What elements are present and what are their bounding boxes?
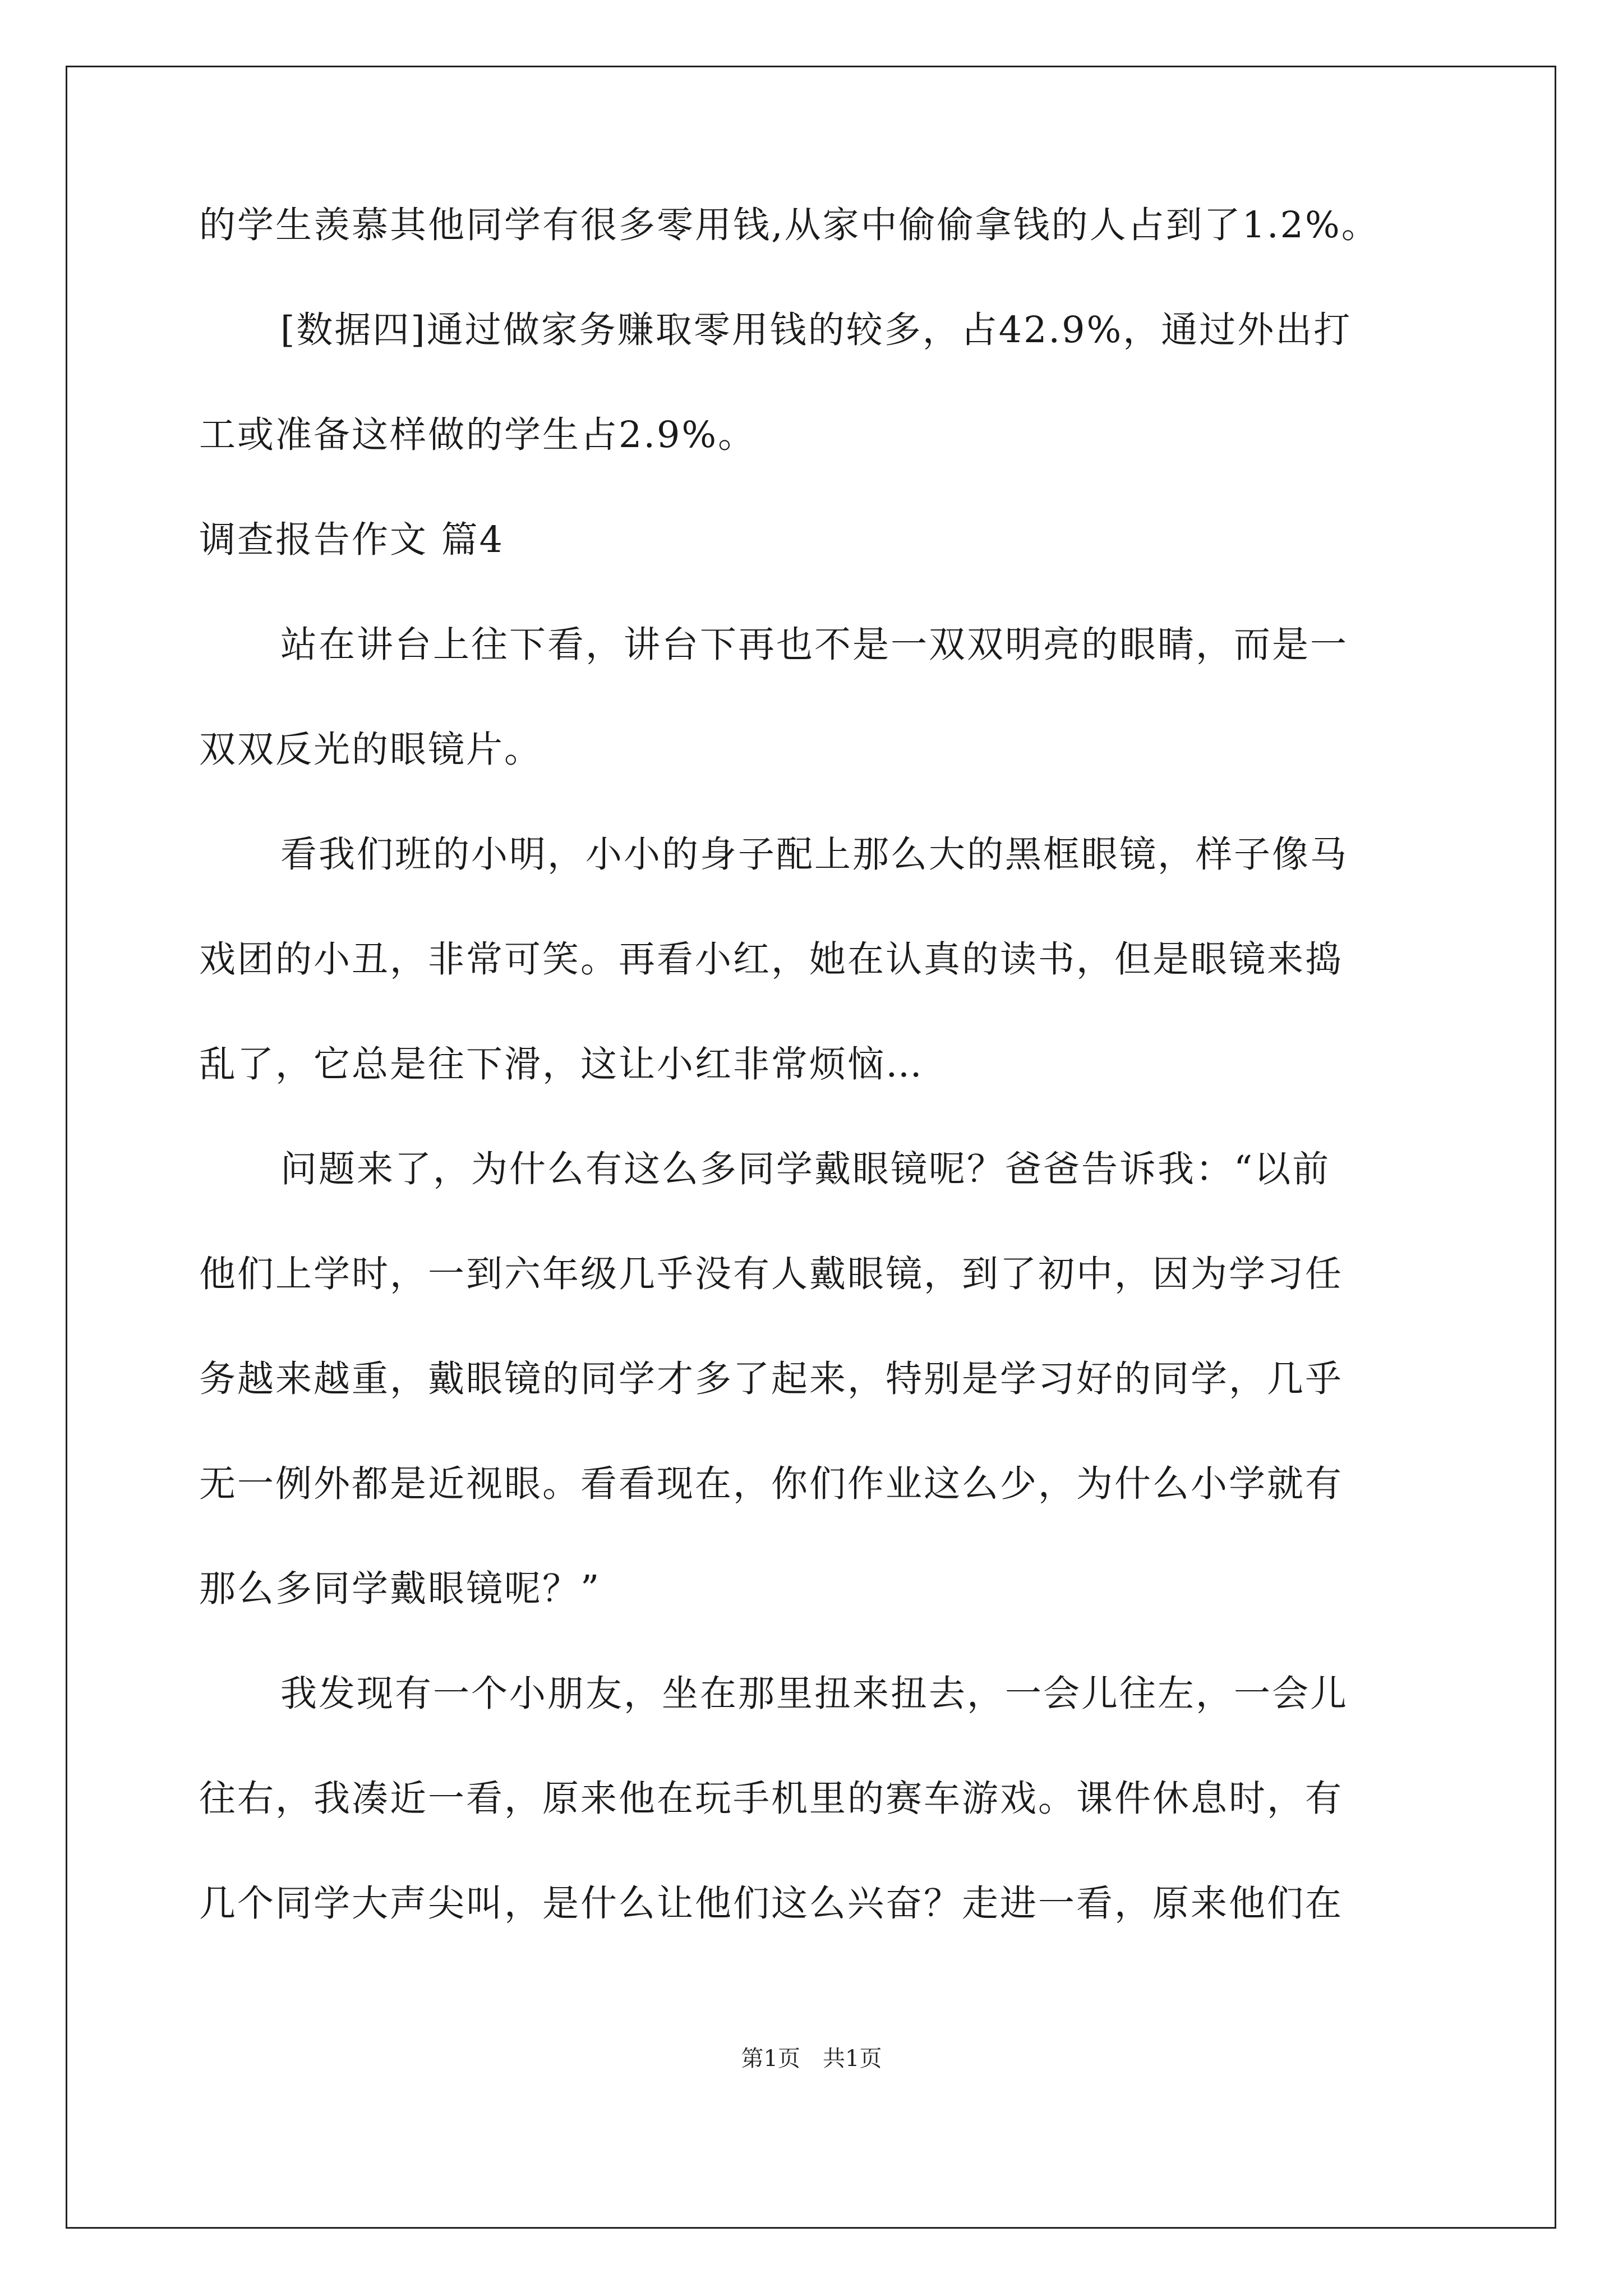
paragraph-4-line-1: 我发现有一个小朋友，坐在那里扭来扭去，一会儿往左，一会儿 <box>280 1673 1349 1715</box>
paragraph-2-line-3: 乱了，它总是往下滑，这让小红非常烦恼… <box>199 1043 924 1085</box>
paragraph-4-line-2: 往右，我凑近一看，原来他在玩手机里的赛车游戏。课件休息时，有 <box>199 1778 1344 1820</box>
paragraph-4-line-3: 几个同学大声尖叫，是什么让他们这么兴奋？走进一看，原来他们在 <box>199 1883 1344 1925</box>
paragraph-data-four-line-1: [数据四]通过做家务赚取零用钱的较多，占42.9%，通过外出打 <box>280 309 1352 351</box>
text-line-1: 的学生羡慕其他同学有很多零用钱,从家中偷偷拿钱的人占到了1.2%。 <box>199 204 1380 246</box>
paragraph-2-line-2: 戏团的小丑，非常可笑。再看小红，她在认真的读书，但是眼镜来捣 <box>199 938 1344 981</box>
document-body <box>199 199 1433 1982</box>
paragraph-3-line-5: 那么多同学戴眼镜呢？” <box>199 1568 601 1610</box>
paragraph-1-line-2: 双双反光的眼镜片。 <box>199 729 543 771</box>
paragraph-3-line-3: 务越来越重，戴眼镜的同学才多了起来，特别是学习好的同学，几乎 <box>199 1358 1344 1400</box>
paragraph-3-line-4: 无一例外都是近视眼。看看现在，你们作业这么少，为什么小学就有 <box>199 1463 1344 1505</box>
paragraph-2-line-1: 看我们班的小明，小小的身子配上那么大的黑框眼镜，样子像马 <box>280 834 1349 876</box>
paragraph-3-line-1: 问题来了，为什么有这么多同学戴眼镜呢？爸爸告诉我：“以前 <box>280 1148 1331 1190</box>
paragraph-1-line-1: 站在讲台上往下看，讲台下再也不是一双双明亮的眼睛，而是一 <box>280 624 1349 666</box>
paragraph-3-line-2: 他们上学时，一到六年级几乎没有人戴眼镜，到了初中，因为学习任 <box>199 1253 1344 1295</box>
paragraph-data-four-line-2: 工或准备这样做的学生占2.9%。 <box>199 414 757 456</box>
page-footer: 第1页 共1页 <box>741 2046 882 2072</box>
section-heading: 调查报告作文 篇4 <box>199 519 505 561</box>
